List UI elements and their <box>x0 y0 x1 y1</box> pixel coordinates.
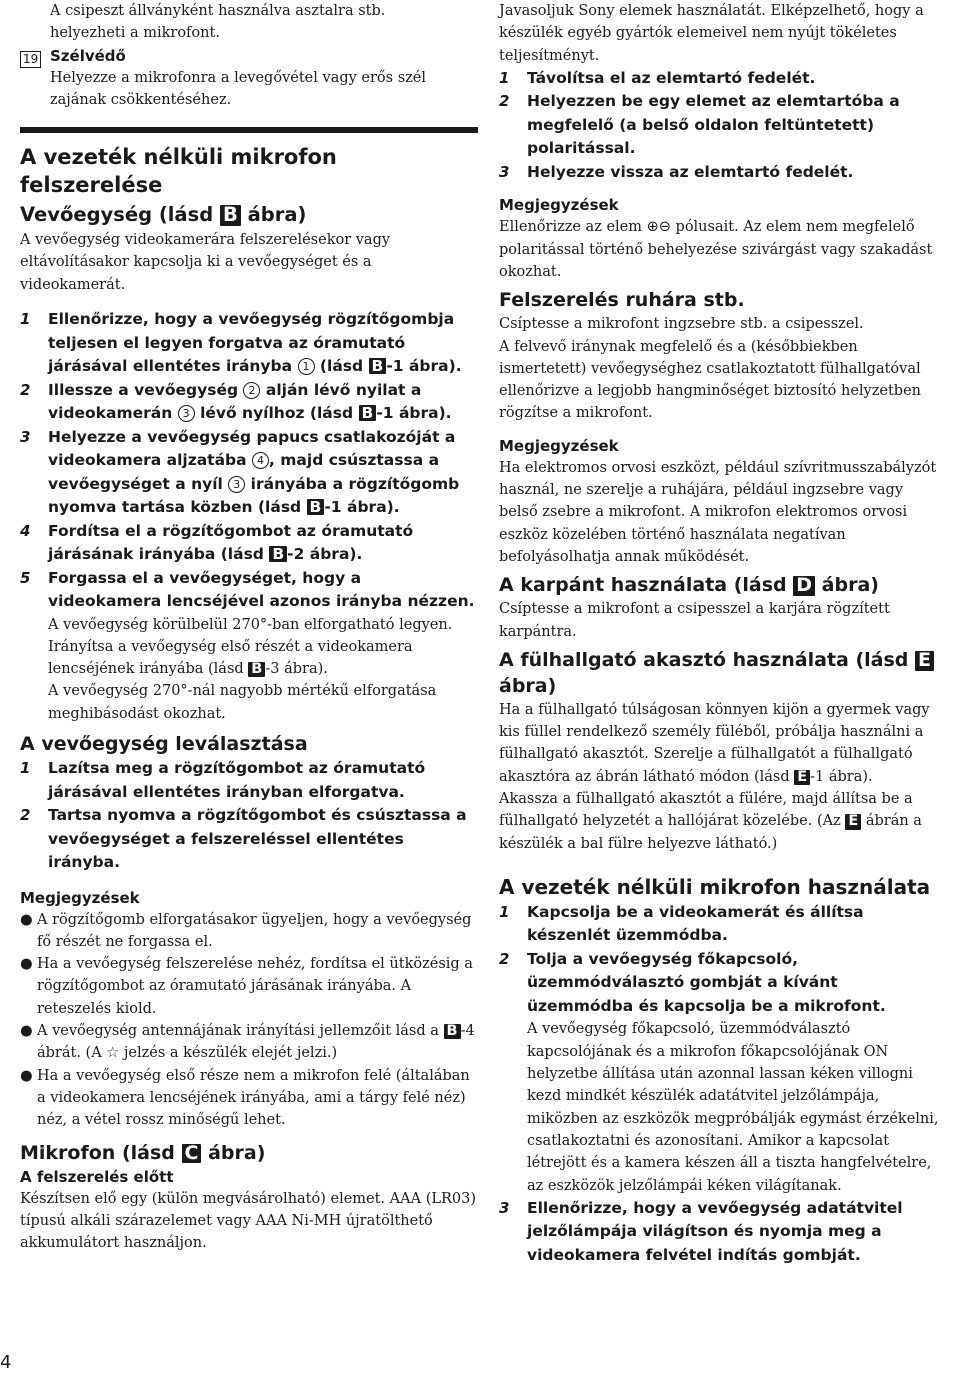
wrist-title <box>499 572 945 598</box>
notes-title: Megjegyzések <box>499 196 619 215</box>
text-span: A vevőegység antennájának irányítási jellemzőit lásd a <box>37 1023 439 1040</box>
page-number: 4 <box>0 1352 12 1373</box>
text-span: Helyezze a vevőegység papucs csatlakozóját a videokamera aljzatába <box>48 427 456 470</box>
text-span: 4 <box>252 452 269 469</box>
text-span: 5 <box>20 568 31 587</box>
notes-list <box>20 909 478 1132</box>
text-span: 3 <box>20 427 31 446</box>
receiver-intro: A vevőegység videokamerára felszerelésekor vagy eltávolításakor kapcsolja ki a vevőegységet és a videokamerát. <box>20 232 391 293</box>
text-span: Ellenőrizze, hogy a vevőegység adatátvitel jelzőlámpája világítson és nyomja meg a videokamera felvétel indítás gombját. <box>527 1198 903 1264</box>
text-span: 3 <box>228 476 245 493</box>
mic-title <box>20 1140 478 1166</box>
install-step-1 <box>20 308 478 379</box>
hook-title <box>499 647 945 699</box>
text-span: 3 <box>178 405 195 422</box>
text-span: B <box>444 1024 461 1039</box>
mic-subtitle: A felszerelés előtt <box>20 1167 174 1186</box>
text-span: 2 <box>499 949 510 968</box>
text-span: ábrán a készülék a bal fülre helyezve látható.) <box>499 813 922 852</box>
hook-p2 <box>499 788 945 855</box>
note-item: ● Ha a vevőegység felszerelése nehéz, fordítsa el ütközésig a rögzítőgombot az óramutató járásának irányába. A reteszelés kiold. <box>20 953 478 1020</box>
battery-note: Javasoljuk Sony elemek használatát. Elképzelhető, hogy a készülék egyéb gyártók elemeivel nem nyújt tökéletes teljesítményt. <box>499 3 924 64</box>
clothes-p2: A felvevő iránynak megfelelő és a (későbbiekben ismertetett) vevőegységhez csatlakoztatott fülhallgatóval ellenőrizve a legjobb hangminőséget biztosító helyzetben rögzítse a mikrofont. <box>499 338 921 422</box>
text-span: -4 ábrát. (A <box>37 1023 475 1062</box>
text-span: Akassza a fülhallgató akasztót a fülére, majd állítsa be a fülhallgató helyzetét a hallójárat közelébe. (Az <box>499 791 913 830</box>
clothes-title: Felszerelés ruhára stb. <box>499 289 745 312</box>
install-step-2 <box>20 379 478 426</box>
text-span: E <box>845 814 861 829</box>
text-span: 1 <box>499 902 510 921</box>
note-item: ● Ha a vevőegység első része nem a mikrofon felé (általában a videokamera lencséjének irányába, ami a tárgy felé néz) néz, a vétel rossz minőségű lehet. <box>20 1065 478 1132</box>
text-span: B <box>369 358 387 374</box>
figure-c-badge: C <box>182 1144 202 1164</box>
text-span: A vevőegység körülbelül 270°-ban elforgatható legyen. Irányítsa a vevőegység első részét a videokamera lencséjének irányába (lásd <box>48 616 453 678</box>
notes-title: Megjegyzések <box>20 888 140 907</box>
medical-note: Ha elektromos orvosi eszközt, például szívritmusszabályzót használ, ne szerelje a ruhájára, például ingzsebre vagy belső zsebre a mikrofont. A mikrofon elektromos orvosi eszköz közelében történő használata negatívan befolyásolhatja annak működését. <box>499 459 937 565</box>
text-span: A fülhallgató akasztó használata (lásd <box>499 648 909 671</box>
text-span: 1 <box>499 68 510 87</box>
text-span: 1 <box>20 310 31 329</box>
text-span: 4 <box>20 521 31 540</box>
figure-b-badge: B <box>220 205 241 225</box>
use-title: A vezeték nélküli mikrofon használata <box>499 874 931 899</box>
text-span: Mikrofon (lásd <box>20 1141 175 1164</box>
battery-step-3 <box>499 161 945 185</box>
text-span: , majd csúsztassa a vevőegységet a nyíl <box>48 451 440 493</box>
battery-step-2 <box>499 90 945 161</box>
text-span: A rögzítőgomb elforgatásakor ügyeljen, hogy a vevőegység fő részét ne forgassa el. <box>37 911 472 950</box>
text-span: jelzés a készülék elejét jelzi.) <box>123 1045 338 1062</box>
text-span: Tartsa nyomva a rögzítőgombot és csúsztassa a vevőegységet a felszereléssel ellentétes irányba. <box>48 806 467 872</box>
text-span: ábra) <box>208 1141 266 1164</box>
install-step-3 <box>20 426 478 520</box>
detach-step-1 <box>20 757 478 804</box>
mic-text: Készítsen elő egy (külön megvásárolható) elemet. AAA (LR03) típusú alkáli szárazelemet vagy AAA Ni-MH újratölthető akkumulátort használjon. <box>20 1190 477 1252</box>
text-span: -1 ábra). <box>376 404 452 423</box>
wrist-text: Csíptesse a mikrofont a csipesszel a karjára rögzített karpántra. <box>499 601 890 640</box>
install-steps <box>20 308 478 725</box>
text-span: Helyezzen be egy elemet az elemtartóba a megfelelő (a belső oldalon feltüntetett) polaritással. <box>527 92 900 158</box>
clothes-p1: Csíptesse a mikrofont ingzsebre stb. a csipesszel. <box>499 316 864 333</box>
note-item: ● A rögzítőgomb elforgatásakor ügyeljen, hogy a vevőegység fő részét ne forgassa el. <box>20 909 478 954</box>
hook-p1 <box>499 699 945 788</box>
text-span: A vevőegység 270°-nál nagyobb mértékű elforgatása meghibásodást okozhat. <box>48 683 437 722</box>
use-steps <box>499 901 945 1267</box>
text-span: Tolja a vevőegység főkapcsoló, üzemmódválasztó gombját a kívánt üzemmódba és kapcsolja be a mikrofont. <box>527 949 886 1015</box>
text-span: Ellenőrizze, hogy a vevőegység rögzítőgombja teljesen el legyen forgatva az óramutató járásával ellentétes irányba <box>48 310 455 376</box>
text-span: Vevőegység (lásd <box>20 203 214 227</box>
text-span: alján lévő nyilat a videokamerán <box>48 380 422 423</box>
text-span: 2 <box>20 806 31 825</box>
text-span: 2 <box>499 92 510 111</box>
text-span: -1 ábra). <box>386 357 462 376</box>
battery-steps <box>499 67 945 185</box>
text-span: Ha a fülhallgató túlságosan könnyen kijön a gyermek vagy kis füllel rendelkező személy füléből, próbálja használni a fülhallgató akasztót. Szerelje a fülhallgatót a fülhallgató akasztóra az ábrán látható módon (lásd <box>499 701 930 785</box>
text-span: B <box>307 499 325 515</box>
text-span: A karpánt használata (lásd <box>499 574 787 597</box>
star-icon: ☆ <box>106 1045 120 1062</box>
text-span: B <box>248 662 265 677</box>
text-span: pólusait. Az elem nem megfelelő polaritással történő behelyezése szivárgást vagy szakadást okozhat. <box>499 219 933 280</box>
text-span: (lásd <box>319 357 364 376</box>
text-span: Ellenőrizze az elem <box>499 219 642 236</box>
text-span: -3 ábra). <box>265 661 328 678</box>
text-span: 3 <box>499 1198 510 1217</box>
text-span: ábra) <box>247 203 307 227</box>
text-span: -2 ábra). <box>287 545 363 564</box>
text-span: Helyezze vissza az elemtartó fedelét. <box>527 162 854 181</box>
use-step-2 <box>499 948 945 1197</box>
text-span: -1 ábra). <box>810 768 873 785</box>
callout-1: 1 <box>298 358 315 375</box>
text-span: Illessze a vevőegység <box>48 380 239 399</box>
use-step-3 <box>499 1197 945 1268</box>
section-title-detach: A vevőegység leválasztása <box>20 733 308 756</box>
install-step-4 <box>20 520 478 567</box>
text-span: 3 <box>499 162 510 181</box>
item-number-box: 19 <box>20 51 41 68</box>
polarity-note <box>499 216 945 283</box>
note-item: ● A vevőegység antennájának irányítási jellemzőit lásd a B -4 ábrát. (A ☆ jelzés a készülék elejét jelzi.) <box>20 1023 475 1062</box>
text-span: 1 <box>20 759 31 778</box>
item-19 <box>20 45 478 112</box>
text-span: helyezheti a mikrofont. <box>50 25 220 42</box>
text-span: Forgassa el a vevőegységet, hogy a videokamera lencséjével azonos irányba nézzen. <box>48 568 475 611</box>
text-span: Távolítsa el az elemtartó fedelét. <box>527 68 816 87</box>
text-span: Ha a vevőegység felszerelése nehéz, fordítsa el ütközésig a rögzítőgombot az óramutató járásának irányába. A reteszelés kiold. <box>37 956 473 1017</box>
text-span: ábra) <box>821 574 879 597</box>
figure-d-badge: D <box>793 576 815 596</box>
text-span: Ha a vevőegység első része nem a mikrofon felé (általában a videokamera lencséjének irányába, ami a tárgy felé néz) néz, a vétel rossz minőségű lehet. <box>37 1067 470 1129</box>
item-19-title: Szélvédő <box>50 46 126 65</box>
text-span: ábra) <box>499 674 557 697</box>
text-span: 2 <box>243 382 260 399</box>
text-span: A vevőegység főkapcsoló, üzemmódválasztó kapcsolójának és a mikrofon főkapcsolójának ON helyzetbe állítása után azonnal lassan kéken villogni kezd mindkét készülék adatátvitel jelzőlámpája, miközben az eszközök megpróbálják egymást érzékelni, csatlakoztatni és azonosítani. Amikor a kapcsolat létrejött és a kamera készen áll a tiszta hangfelvételre, az eszközök jelzőlámpái kéken világítanak. <box>527 1021 939 1194</box>
text-span: 2 <box>20 380 31 399</box>
polarity-icon: ⊕⊖ <box>646 219 671 236</box>
notes-title: Megjegyzések <box>499 436 619 455</box>
section-title-install: A vezeték nélküli mikrofon felszerelése <box>20 145 337 198</box>
text-span: lévő nyílhoz (lásd <box>200 404 354 423</box>
install-step-5 <box>20 567 478 725</box>
text-span: A csipeszt állványként használva asztalra stb. <box>50 3 386 19</box>
text-span: Fordítsa el a rögzítőgombot az óramutató járásának irányába (lásd <box>48 521 414 564</box>
text-span: -1 ábra). <box>324 498 400 517</box>
clip-intro <box>20 0 478 45</box>
item-19-text: Helyezze a mikrofonra a levegővétel vagy erős szél zajának csökkentéséhez. <box>50 69 427 108</box>
detach-steps <box>20 757 478 875</box>
figure-e-badge: E <box>915 651 934 671</box>
text-span: irányába a rögzítőgomb nyomva tartása közben (lásd <box>48 474 460 517</box>
text-span: E <box>794 770 810 785</box>
receiver-subtitle <box>20 201 478 229</box>
text-span: B <box>269 546 287 562</box>
battery-step-1 <box>499 67 945 91</box>
text-span: B <box>359 405 377 421</box>
section-rule <box>20 127 478 133</box>
text-span: Lazítsa meg a rögzítőgombot az óramutató járásával ellentétes irányban elforgatva. <box>48 759 426 801</box>
left-column <box>20 0 478 1254</box>
detach-step-2 <box>20 804 478 875</box>
text-span: Kapcsolja be a videokamerát és állítsa készenlét üzemmódba. <box>527 902 864 945</box>
use-step-1 <box>499 901 945 948</box>
right-column <box>499 0 945 1267</box>
